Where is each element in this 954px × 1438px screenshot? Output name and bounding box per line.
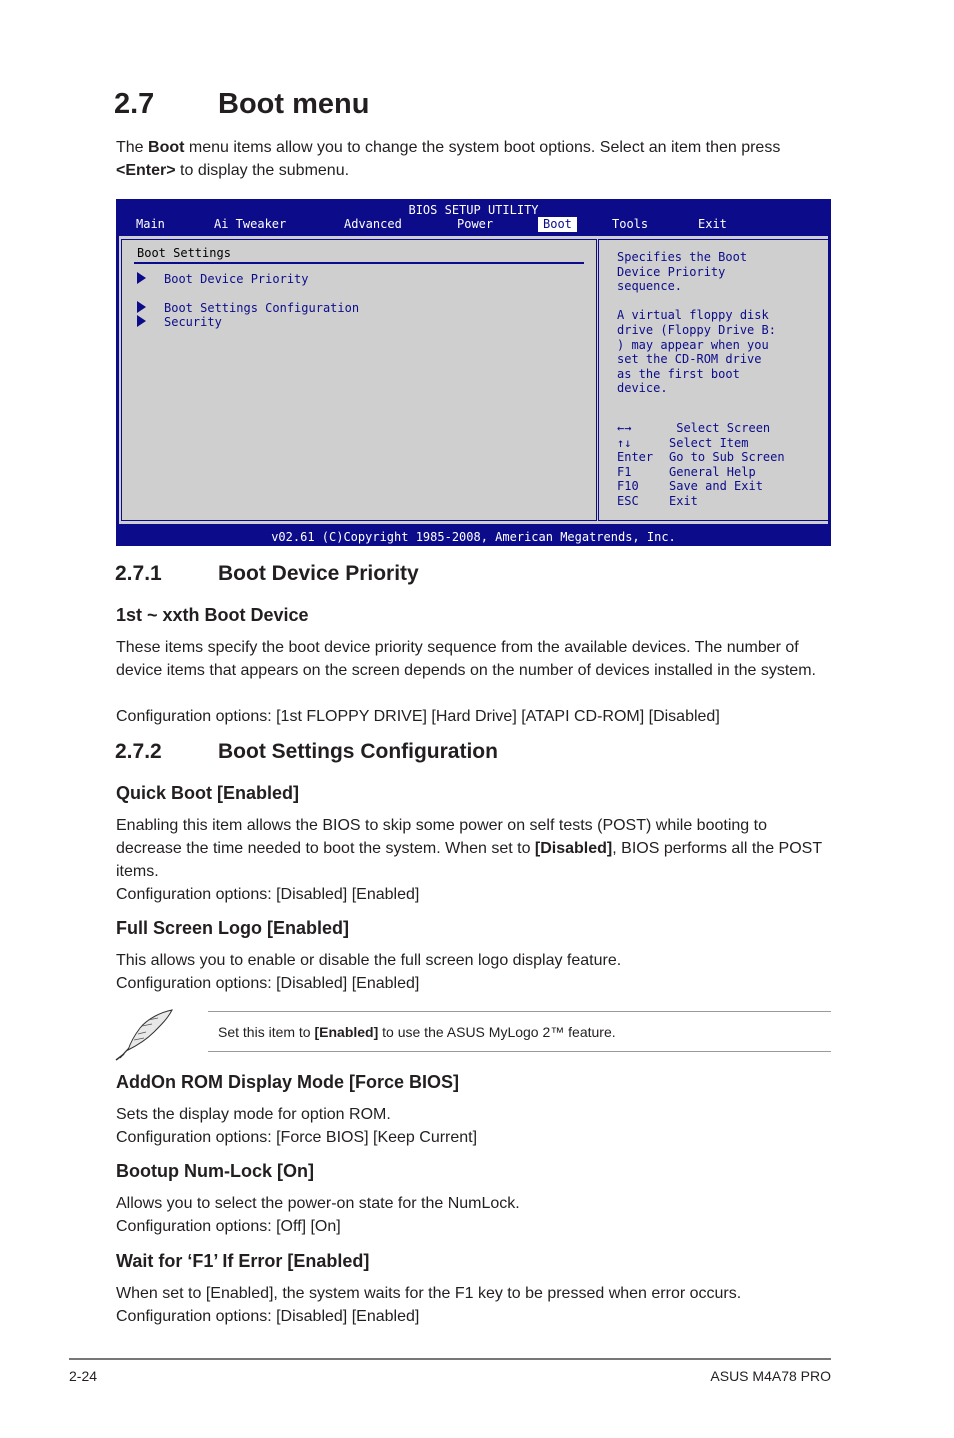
- key-row: [617, 494, 785, 509]
- quick-boot-text: , BIOS performs all the POST items.: [116, 840, 822, 880]
- note-text: [218, 1024, 616, 1040]
- key-arrows-ud: ↑↓: [617, 435, 632, 450]
- bios-menu-main[interactable]: Main: [136, 217, 165, 231]
- subsection-2-7-1-heading: [115, 562, 419, 586]
- wait-f1-options: Configuration options: [Disabled] [Enabled]: [116, 1308, 420, 1325]
- bios-section-title: Boot Settings: [137, 246, 231, 260]
- numlock-heading: Bootup Num-Lock [On]: [116, 1161, 314, 1181]
- bios-menu-ai-tweaker[interactable]: Ai Tweaker: [214, 217, 287, 231]
- boot-device-description: These items specify the boot device priority sequence from the available devices. The number of device items that appears on the screen depends on the number of devices installed in the system.: [116, 639, 816, 679]
- subsection-title: Boot Device Priority: [218, 562, 419, 585]
- intro-bold-boot: Boot: [148, 139, 185, 156]
- numlock-description: Allows you to select the power-on state for the NumLock.: [116, 1195, 520, 1212]
- intro-bold-enter: <Enter>: [116, 162, 176, 179]
- page-number: 2-24: [69, 1368, 98, 1384]
- full-screen-logo-options: Configuration options: [Disabled] [Enabled]: [116, 975, 420, 992]
- bios-menu-exit[interactable]: Exit: [698, 217, 727, 231]
- bios-item-security[interactable]: Security: [164, 315, 222, 329]
- full-screen-logo-description: This allows you to enable or disable the full screen logo display feature.: [116, 952, 622, 969]
- note-text-part: to use the ASUS MyLogo 2™ feature.: [378, 1024, 616, 1040]
- quick-boot-options: Configuration options: [Disabled] [Enabled]: [116, 886, 420, 903]
- bios-title: BIOS SETUP UTILITY: [408, 203, 539, 217]
- intro-text: to display the submenu.: [175, 162, 350, 179]
- page-title: [114, 88, 369, 121]
- bios-key-legend: [617, 421, 785, 509]
- key-desc: Select Screen: [669, 421, 771, 435]
- section-title: Boot menu: [218, 88, 370, 120]
- footer-rule: [69, 1358, 831, 1360]
- section-number: 2.7: [114, 88, 155, 120]
- boot-device-heading: 1st ~ xxth Boot Device: [116, 605, 309, 625]
- subsection-number: 2.7.1: [115, 562, 162, 585]
- bios-copyright: v02.61 (C)Copyright 1985-2008, American Megatrends, Inc.: [271, 530, 676, 544]
- bios-menu-boot[interactable]: Boot: [538, 217, 577, 232]
- addon-rom-description: Sets the display mode for option ROM.: [116, 1106, 391, 1123]
- bios-menu-tools[interactable]: Tools: [612, 217, 649, 231]
- key-row: [617, 465, 785, 480]
- intro-text: menu items allow you to change the system boot options. Select an item then press: [184, 139, 781, 156]
- key-row: [617, 479, 785, 494]
- note-bold: [Enabled]: [314, 1024, 379, 1040]
- bios-menu-power[interactable]: Power: [457, 217, 494, 231]
- bios-screen: [116, 199, 831, 546]
- bios-divider: [134, 262, 584, 264]
- key-row: [617, 421, 785, 436]
- bios-left-pane: [121, 239, 597, 521]
- quick-boot-bold: [Disabled]: [534, 840, 613, 857]
- subsection-number: 2.7.2: [115, 740, 162, 763]
- key-arrows-lr: ←→: [617, 421, 632, 435]
- quick-boot-description: [116, 814, 836, 883]
- feather-pen-icon: [114, 1004, 180, 1062]
- key-desc: Save and Exit: [669, 479, 763, 494]
- wait-f1-description: When set to [Enabled], the system waits for the F1 key to be pressed when error occurs.: [116, 1285, 742, 1302]
- boot-device-options: Configuration options: [1st FLOPPY DRIVE] [Hard Drive] [ATAPI CD-ROM] [Disabled]: [116, 708, 720, 725]
- note-top-rule: [208, 1011, 831, 1012]
- submenu-arrow-icon: [137, 272, 146, 284]
- submenu-arrow-icon: [137, 301, 146, 313]
- key-enter: Enter: [617, 450, 654, 465]
- key-desc: Go to Sub Screen: [669, 450, 785, 465]
- key-row: [617, 450, 785, 465]
- quick-boot-heading: Quick Boot [Enabled]: [116, 783, 300, 803]
- intro-paragraph: [116, 136, 836, 182]
- quick-boot-text: Enabling this item allows the BIOS to skip some power on self tests (POST) while booting to decrease the time needed to boot the system. When set to: [116, 817, 767, 857]
- subsection-2-7-2-heading: [115, 740, 498, 764]
- key-f1: F1: [617, 464, 632, 479]
- bios-item-boot-settings-configuration[interactable]: Boot Settings Configuration: [164, 301, 360, 315]
- key-desc: Exit: [669, 493, 698, 508]
- key-desc: Select Item: [669, 435, 749, 450]
- wait-f1-heading: Wait for ‘F1’ If Error [Enabled]: [116, 1251, 370, 1271]
- addon-rom-heading: AddOn ROM Display Mode [Force BIOS]: [116, 1072, 460, 1092]
- full-screen-logo-heading: Full Screen Logo [Enabled]: [116, 918, 350, 938]
- key-f10: F10: [617, 479, 639, 494]
- intro-text: The: [116, 139, 149, 156]
- bios-menu-bar: [116, 217, 831, 232]
- product-name: ASUS M4A78 PRO: [710, 1368, 831, 1384]
- bios-item-boot-device-priority[interactable]: Boot Device Priority: [164, 272, 309, 286]
- bios-help-text: Specifies the Boot Device Priority sequence. A virtual floppy disk drive (Floppy Drive B: ) may appear when you set the CD-ROM drive as the first boot device.: [617, 250, 776, 396]
- note-text-part: Set this item to: [218, 1024, 315, 1040]
- submenu-arrow-icon: [137, 315, 146, 327]
- addon-rom-options: Configuration options: [Force BIOS] [Keep Current]: [116, 1129, 478, 1146]
- bios-help-pane: [598, 239, 829, 521]
- key-desc: General Help: [669, 464, 756, 479]
- bios-body: [119, 236, 828, 524]
- key-esc: ESC: [617, 493, 639, 508]
- numlock-options: Configuration options: [Off] [On]: [116, 1218, 341, 1235]
- bios-menu-advanced[interactable]: Advanced: [344, 217, 402, 231]
- key-row: [617, 436, 785, 451]
- note-bottom-rule: [208, 1051, 831, 1052]
- subsection-title: Boot Settings Configuration: [218, 740, 498, 763]
